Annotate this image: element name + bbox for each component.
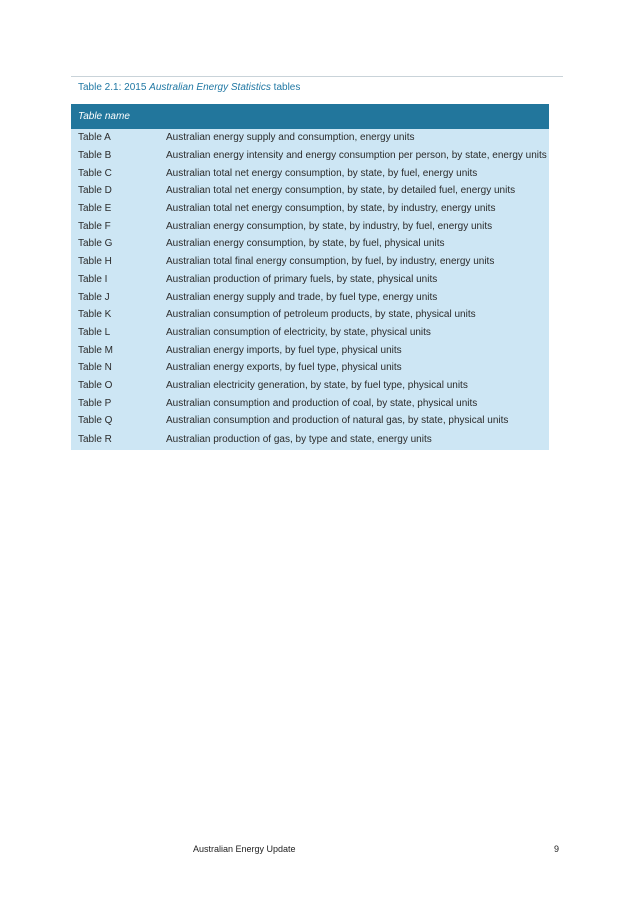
table-name-cell: Table L [71, 324, 166, 342]
table-header-cell: Table name [71, 104, 549, 129]
table-description-cell: Australian energy supply and consumption, energy units [166, 129, 549, 147]
page-number: 9 [554, 844, 560, 854]
caption-italic: Australian Energy Statistics [149, 82, 271, 93]
table-name-cell: Table P [71, 394, 166, 412]
table-row [71, 377, 549, 395]
top-rule [71, 76, 563, 77]
table-description-cell: Australian total net energy consumption, by state, by industry, energy units [166, 200, 549, 218]
table-row [71, 235, 549, 253]
table-description-cell: Australian energy intensity and energy consumption per person, by state, energy units [166, 147, 549, 165]
table-row [71, 412, 549, 430]
table-description-cell: Australian total net energy consumption, by state, by detailed fuel, energy units [166, 182, 549, 200]
table-description-cell: Australian electricity generation, by state, by fuel type, physical units [166, 377, 549, 395]
table-header-row [71, 104, 549, 129]
table-description-cell: Australian total final energy consumption, by fuel, by industry, energy units [166, 253, 549, 271]
statistics-table-container [71, 104, 549, 450]
table-name-cell: Table D [71, 182, 166, 200]
table-row [71, 341, 549, 359]
table-description-cell: Australian energy exports, by fuel type, physical units [166, 359, 549, 377]
table-row [71, 359, 549, 377]
table-name-cell: Table G [71, 235, 166, 253]
table-name-cell: Table R [71, 430, 166, 450]
table-description-cell: Australian energy supply and trade, by fuel type, energy units [166, 288, 549, 306]
table-row [71, 182, 549, 200]
table-row [71, 253, 549, 271]
table-name-cell: Table K [71, 306, 166, 324]
table-name-cell: Table Q [71, 412, 166, 430]
table-caption [78, 81, 300, 94]
table-name-cell: Table O [71, 377, 166, 395]
table-row [71, 324, 549, 342]
table-name-cell: Table E [71, 200, 166, 218]
table-row [71, 129, 549, 147]
caption-suffix: tables [270, 82, 301, 93]
table-name-cell: Table C [71, 164, 166, 182]
table-description-cell: Australian consumption of petroleum products, by state, physical units [166, 306, 549, 324]
table-description-cell: Australian total net energy consumption, by state, by fuel, energy units [166, 164, 549, 182]
table-name-cell: Table N [71, 359, 166, 377]
table-description-cell: Australian energy consumption, by state, by fuel, physical units [166, 235, 549, 253]
table-row [71, 306, 549, 324]
table-row [71, 164, 549, 182]
table-name-cell: Table I [71, 271, 166, 289]
table-name-cell: Table A [71, 129, 166, 147]
table-row [71, 271, 549, 289]
table-name-cell: Table M [71, 341, 166, 359]
table-description-cell: Australian production of primary fuels, by state, physical units [166, 271, 549, 289]
table-description-cell: Australian energy consumption, by state, by industry, by fuel, energy units [166, 217, 549, 235]
table-row [71, 430, 549, 450]
table-row [71, 288, 549, 306]
footer-title: Australian Energy Update [193, 844, 296, 854]
table-description-cell: Australian consumption and production of coal, by state, physical units [166, 394, 549, 412]
table-body [71, 129, 549, 450]
table-row [71, 394, 549, 412]
table-row [71, 147, 549, 165]
table-description-cell: Australian production of gas, by type and state, energy units [166, 430, 549, 450]
table-row [71, 217, 549, 235]
table-name-cell: Table B [71, 147, 166, 165]
table-description-cell: Australian energy imports, by fuel type, physical units [166, 341, 549, 359]
table-name-cell: Table J [71, 288, 166, 306]
table-row [71, 200, 549, 218]
caption-prefix: Table 2.1: 2015 [78, 82, 150, 93]
table-name-cell: Table H [71, 253, 166, 271]
statistics-table [71, 104, 549, 450]
table-description-cell: Australian consumption of electricity, by state, physical units [166, 324, 549, 342]
table-name-cell: Table F [71, 217, 166, 235]
table-description-cell: Australian consumption and production of natural gas, by state, physical units [166, 412, 549, 430]
